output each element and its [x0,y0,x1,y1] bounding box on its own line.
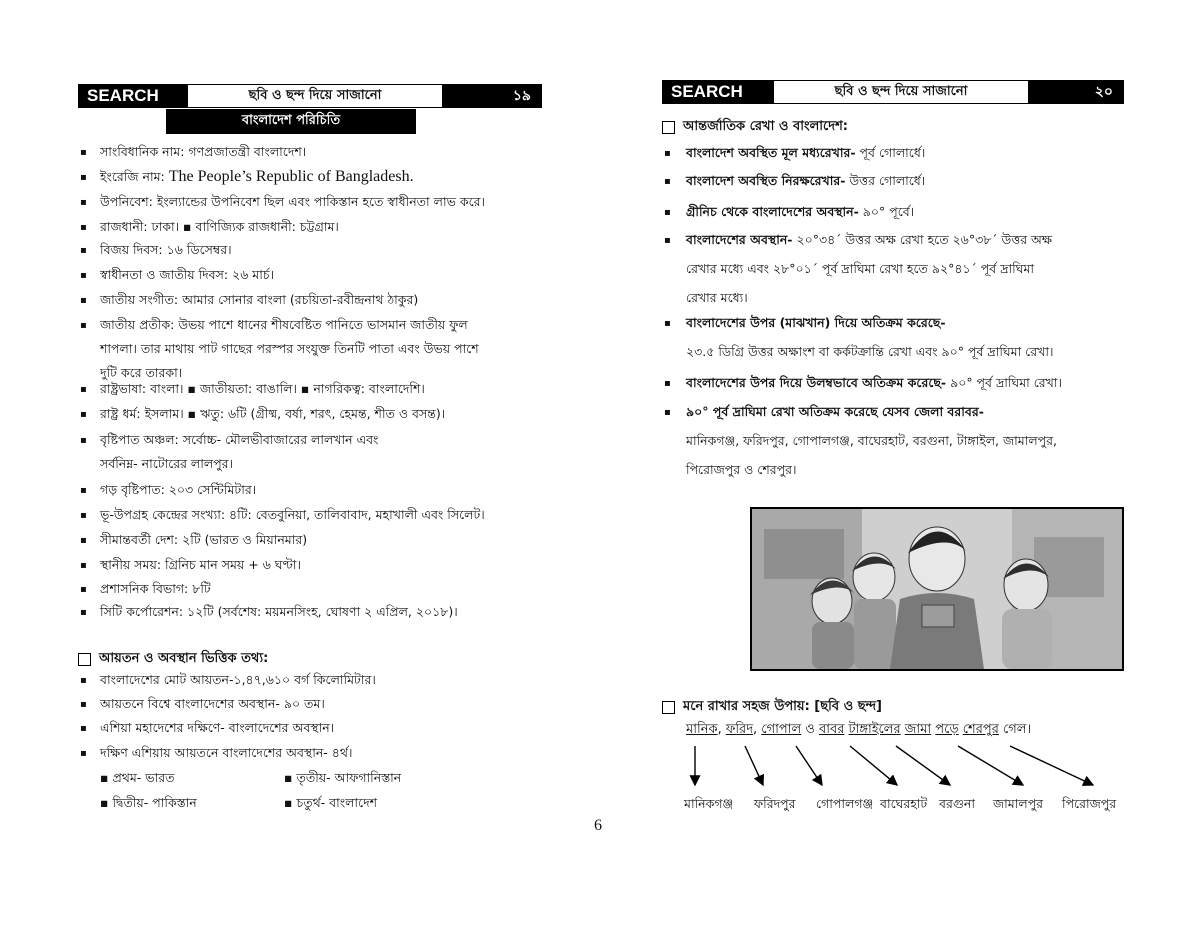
fact-value: The People’s Republic of Bangladesh. [164,168,414,185]
bullet-icon: ▪ [80,485,87,496]
district-label: গোপালগঞ্জ [816,796,874,811]
fact-continuation: শাপলা। তার মাথায় পাট গাছের পরস্পর সংযুক্ত তিনটি পাতা এবং উভয় পাশে [100,341,479,356]
line-continuation: ২৩.৫ ডিগ্রি উত্তর অক্ষাংশ বা কর্কটক্রান্তি রেখা এবং ৯০° পূর্ব দ্রাঘিমা রেখা। [686,344,1054,359]
mnemonic-line [686,721,1031,739]
mnemonic-word: শেরপুর [962,722,999,737]
rank-item: ▪ দ্বিতীয়- পাকিস্তান [100,795,197,810]
section-heading [662,697,882,718]
arrow [796,746,822,785]
fact-item: রাষ্ট্র ধর্ম: ইসলাম। ▪ ঋতু: ৬টি (গ্রীষ্ম, বর্ষা, শরৎ, হেমন্ত, শীত ও বসন্ত)। [100,406,446,421]
bullet-icon: ▪ [80,222,87,233]
fact-item: ভূ-উপগ্রহ কেন্দ্রের সংখ্যা: ৪টি: বেতবুনিয়া, তালিবাবাদ, মহাখালী এবং সিলেট। [100,507,485,522]
arrow [1010,746,1093,785]
section-heading [78,649,268,670]
line-item-label: গ্রীনিচ থেকে বাংলাদেশের অবস্থান- [686,204,859,219]
line-item-label: বাংলাদেশের উপর (মাঝখান) দিয়ে অতিক্রম করেছে- [686,315,946,330]
bullet-icon: ▪ [664,318,671,329]
fact-item: প্রশাসনিক বিভাগ: ৮টি [100,581,211,596]
bullet-icon: ▪ [80,197,87,208]
district-label: পিরোজপুর [1062,796,1117,811]
bullet-icon: ▪ [80,584,87,595]
fact-continuation: দুটি করে তারকা। [100,365,183,380]
fact-item: সাংবিধানিক নাম: গণপ্রজাতন্ত্রী বাংলাদেশ। [100,144,307,159]
bullet-icon: ▪ [80,295,87,306]
section-heading-text: আন্তর্জাতিক রেখা ও বাংলাদেশ: [683,119,848,134]
line-item [686,144,925,162]
fact-item: গড় বৃষ্টিপাত: ২০৩ সেন্টিমিটার। [100,482,257,497]
mnemonic-word: ফরিদ [725,722,754,737]
checkbox-icon [662,701,675,714]
line-continuation: মানিকগঞ্জ, ফরিদপুর, গোপালগঞ্জ, বাঘেরহাট, বরগুনা, টাঙ্গাইল, জামালপুর, [686,433,1057,448]
line-item [686,203,914,221]
bullet-icon: ▪ [80,245,87,256]
line-item [686,374,1062,392]
bullet-icon: ▪ [80,560,87,571]
checkbox-icon [78,653,91,666]
line-item [686,403,984,421]
bullet-icon: ▪ [80,409,87,420]
bullet-icon: ▪ [664,207,671,218]
area-item: বাংলাদেশের মোট আয়তন-১,৪৭,৬১০ বর্গ কিলোমিটার। [100,672,376,687]
boys-illustration [752,509,1122,669]
checkbox-icon [662,121,675,134]
bullet-icon: ▪ [80,147,87,158]
section-heading-text: মনে রাখার সহজ উপায়: [ছবি ও ছন্দ] [683,699,882,714]
bullet-icon: ▪ [80,320,87,331]
left-page-header [78,84,542,108]
page-number: 6 [594,817,602,834]
line-item-value: ৯০° পূর্ব দ্রাঘিমা রেখা। [946,375,1062,390]
area-item: এশিয়া মহাদেশের দক্ষিণে- বাংলাদেশের অবস্থান। [100,720,335,735]
mnemonic-word: টাঙ্গাইলের [848,722,901,737]
section-title: বাংলাদেশ পরিচিতি [166,109,416,134]
bullet-icon: ▪ [664,378,671,389]
bullet-icon: ▪ [80,607,87,618]
mnemonic-word: মানিক [686,722,718,737]
fact-item: স্বাধীনতা ও জাতীয় দিবস: ২৬ মার্চ। [100,267,275,282]
section-heading [662,117,848,138]
bullet-icon: ▪ [80,748,87,759]
line-item-label: ৯০° পূর্ব দ্রাঘিমা রেখা অতিক্রম করেছে যেসব জেলা বরাবর- [686,404,984,419]
line-item-value: ২০°৩৪´ উত্তর অক্ষ রেখা হতে ২৬°৩৮´ উত্তর অক্ষ [792,232,1053,247]
district-label: ফরিদপুর [754,796,796,811]
header-title: ছবি ও ছন্দ দিয়ে সাজানো [187,85,443,107]
arrow [745,746,763,785]
district-label: জামালপুর [993,796,1044,811]
line-item-value: উত্তর গোলার্ধে। [845,173,926,188]
rank-item: ▪ প্রথম- ভারত [100,770,175,785]
header-title: ছবি ও ছন্দ দিয়ে সাজানো [773,81,1029,103]
mnemonic-word: ও [801,722,819,737]
mnemonic-word: গেল। [998,722,1032,737]
header-page-number: ১৯ [443,85,541,107]
bullet-icon: ▪ [80,675,87,686]
area-item: দক্ষিণ এশিয়ায় আয়তনে বাংলাদেশের অবস্থান- ৪র্থ। [100,745,353,760]
mnemonic-word: পড়ে [935,722,959,737]
bullet-icon: ▪ [664,407,671,418]
mnemonic-word: , [753,722,762,737]
arrow [896,746,950,785]
section-heading-text: আয়তন ও অবস্থান ভিত্তিক তথ্য: [99,651,269,666]
fact-item: সিটি কর্পোরেশন: ১২টি (সর্বশেষ: ময়মনসিংহ, ঘোষণা ২ এপ্রিল, ২০১৮)। [100,604,458,619]
line-item-value: পূর্ব গোলার্ধে। [855,145,926,160]
mnemonic-word: গোপাল [761,722,802,737]
bullet-icon: ▪ [80,270,87,281]
arrow [958,746,1023,785]
line-continuation: রেখার মধ্যে এবং ২৮°০১´ পূর্ব দ্রাঘিমা রেখা হতে ৯২°৪১´ পূর্ব দ্রাঘিমা [686,261,1034,276]
line-item [686,231,1052,249]
district-label: বরগুনা [939,796,976,811]
line-item-value: ৯০° পূর্বে। [858,204,915,219]
fact-item [100,168,414,186]
bullet-icon: ▪ [80,699,87,710]
line-item-label: বাংলাদেশ অবস্থিত নিরক্ষরেখার- [686,173,846,188]
area-item: আয়তনে বিশ্বে বাংলাদেশের অবস্থান- ৯০ তম। [100,696,325,711]
line-item [686,172,925,190]
line-continuation: রেখার মধ্যে। [686,290,748,305]
mnemonic-word: জামা [904,722,932,737]
fact-item: উপনিবেশ: ইংল্যান্ডের উপনিবেশ ছিল এবং পাকিস্তান হতে স্বাধীনতা লাভ করে। [100,194,485,209]
line-item-label: বাংলাদেশের অবস্থান- [686,232,793,247]
fact-continuation: সর্বনিম্ন- নাটোরের লালপুর। [100,456,234,471]
header-brand: SEARCH [663,81,773,103]
district-label: মানিকগঞ্জ [684,796,734,811]
bullet-icon: ▪ [664,235,671,246]
header-brand: SEARCH [79,85,187,107]
bullet-icon: ▪ [80,384,87,395]
rank-item: ▪ তৃতীয়- আফগানিস্তান [284,770,402,785]
line-item [686,314,946,332]
line-continuation: পিরোজপুর ও শেরপুর। [686,462,797,477]
rank-item: ▪ চতুর্থ- বাংলাদেশ [284,795,378,810]
bullet-icon: ▪ [80,723,87,734]
fact-item: জাতীয় প্রতীক: উভয় পাশে ধানের শীষবেষ্টিত পানিতে ভাসমান জাতীয় ফুল [100,317,468,332]
line-item-label: বাংলাদেশের উপর দিয়ে উলম্বভাবে অতিক্রম করেছে- [686,375,947,390]
fact-item: রাষ্ট্রভাষা: বাংলা। ▪ জাতীয়তা: বাঙালি। ▪ নাগরিকত্ব: বাংলাদেশি। [100,381,425,396]
fact-item: জাতীয় সংগীত: আমার সোনার বাংলা (রচয়িতা-রবীন্দ্রনাথ ঠাকুর) [100,292,419,307]
bullet-icon: ▪ [80,535,87,546]
fact-label: ইংরেজি নাম: [100,169,165,184]
illustration [750,507,1124,671]
mnemonic-word: বাবর [819,722,845,737]
bullet-icon: ▪ [80,510,87,521]
fact-item: বৃষ্টিপাত অঞ্চল: সর্বোচ্চ- মৌলভীবাজারের লালখান এবং [100,432,379,447]
fact-item: স্থানীয় সময়: গ্রিনিচ মান সময় + ৬ ঘণ্টা। [100,557,301,572]
fact-item: সীমান্তবর্তী দেশ: ২টি (ভারত ও মিয়ানমার) [100,532,308,547]
bullet-icon: ▪ [80,172,87,183]
district-label: বাঘেরহাট [880,796,928,811]
arrow [850,746,897,785]
header-page-number: ২০ [1029,81,1123,103]
right-page-header [662,80,1124,104]
line-item-label: বাংলাদেশ অবস্থিত মূল মধ্যরেখার- [686,145,856,160]
bullet-icon: ▪ [664,148,671,159]
mnemonic-word: , [717,722,726,737]
fact-item: বিজয় দিবস: ১৬ ডিসেম্বর। [100,242,232,257]
bullet-icon: ▪ [80,435,87,446]
fact-item: রাজধানী: ঢাকা। ▪ বাণিজ্যিক রাজধানী: চট্টগ্রাম। [100,219,339,234]
bullet-icon: ▪ [664,176,671,187]
